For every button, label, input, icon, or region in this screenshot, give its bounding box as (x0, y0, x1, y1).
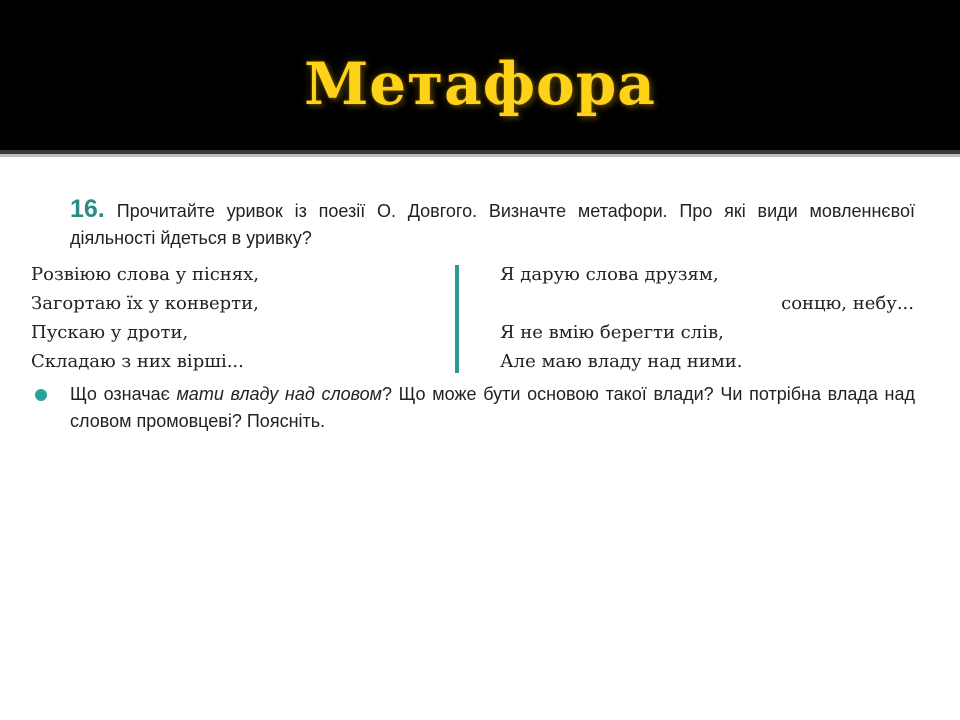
header-divider-shadow (0, 154, 960, 157)
question-part-1: Що означає (70, 384, 177, 404)
slide-title: Метафора (304, 50, 656, 118)
poem-line: Я не вмію берегти слів, (500, 322, 724, 343)
poem-divider (455, 265, 459, 373)
question-text (70, 381, 915, 435)
poem-line: Складаю з них вірші... (31, 351, 244, 372)
slide-header (0, 0, 960, 150)
question-part-2: ? Що може бути основою такої влади? Чи потрібна влада над словом промовцеві? Поясніть. (70, 384, 916, 431)
task-instruction (70, 196, 915, 252)
poem-line-indented: сонцю, небу... (781, 293, 914, 314)
poem-line: Пускаю у дроти, (31, 322, 189, 343)
poem-line: Загортаю їх у конверти, (31, 293, 259, 314)
poem-line: Але маю владу над ними. (500, 351, 743, 372)
poem-right-column (500, 260, 914, 376)
poem-line: Я дарую слова друзям, (500, 264, 719, 285)
question-emphasis: мати владу над словом (176, 384, 382, 404)
task-number: 16. (70, 195, 105, 223)
bullet-icon (35, 389, 47, 401)
task-text: Прочитайте уривок із поезії О. Довгого. Визначте метафори. Про які види мовленнєвої діяльності йдеться в уривку? (70, 201, 915, 248)
poem-left-column (31, 260, 431, 376)
poem-line: Розвіюю слова у піснях, (31, 264, 260, 285)
